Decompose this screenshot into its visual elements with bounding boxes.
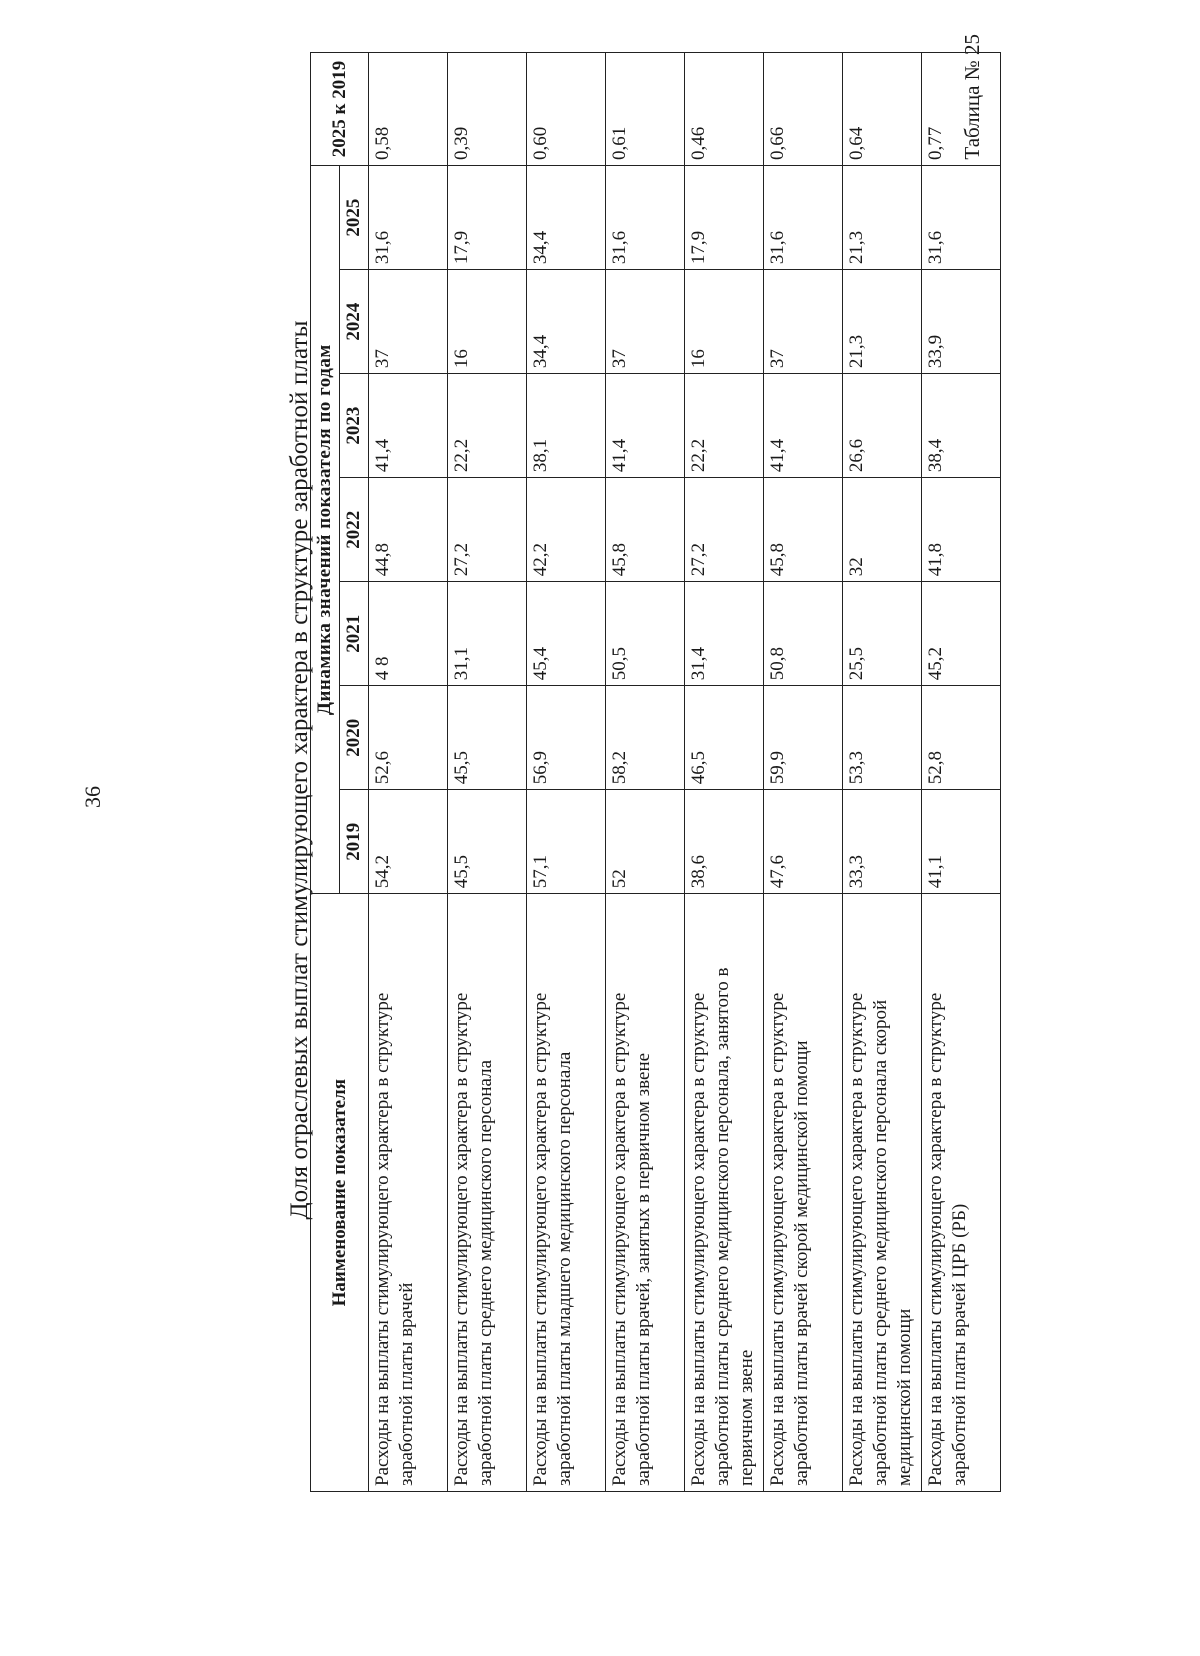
table-row	[369, 53, 448, 1492]
value-cell: 22,2	[685, 374, 764, 478]
row-name: Расходы на выплаты стимулирующего характера в структуре заработной платы врачей ЦРБ (РБ)	[922, 894, 1001, 1492]
value-cell: 38,1	[527, 374, 606, 478]
value-cell: 31,6	[922, 166, 1001, 270]
ratio-cell: 0,39	[448, 53, 527, 166]
header-year: 2022	[340, 478, 369, 582]
value-cell: 52,8	[922, 686, 1001, 790]
value-cell: 47,6	[764, 790, 843, 894]
value-cell: 54,2	[369, 790, 448, 894]
value-cell: 26,6	[843, 374, 922, 478]
value-cell: 31,6	[764, 166, 843, 270]
table-row	[764, 53, 843, 1492]
row-name: Расходы на выплаты стимулирующего характера в структуре заработной платы врачей	[369, 894, 448, 1492]
value-cell: 41,4	[764, 374, 843, 478]
value-cell: 41,4	[369, 374, 448, 478]
value-cell: 34,4	[527, 166, 606, 270]
value-cell: 58,2	[606, 686, 685, 790]
value-cell: 45,5	[448, 790, 527, 894]
value-cell: 32	[843, 478, 922, 582]
value-cell: 59,9	[764, 686, 843, 790]
value-cell: 33,3	[843, 790, 922, 894]
table-row	[922, 53, 1001, 1492]
value-cell: 37	[369, 270, 448, 374]
rotated-page-content	[286, 30, 1026, 1510]
value-cell: 57,1	[527, 790, 606, 894]
value-cell: 38,6	[685, 790, 764, 894]
value-cell: 45,4	[527, 582, 606, 686]
value-cell: 37	[606, 270, 685, 374]
ratio-cell: 0,66	[764, 53, 843, 166]
row-name: Расходы на выплаты стимулирующего характера в структуре заработной платы врачей скорой медицинской помощи	[764, 894, 843, 1492]
header-year: 2024	[340, 270, 369, 374]
value-cell: 45,2	[922, 582, 1001, 686]
value-cell: 31,4	[685, 582, 764, 686]
value-cell: 34,4	[527, 270, 606, 374]
value-cell: 45,8	[764, 478, 843, 582]
value-cell: 41,4	[606, 374, 685, 478]
value-cell: 41,8	[922, 478, 1001, 582]
header-name: Наименование показателя	[311, 894, 369, 1492]
table-row	[843, 53, 922, 1492]
value-cell: 25,5	[843, 582, 922, 686]
value-cell: 31,6	[369, 166, 448, 270]
value-cell: 17,9	[448, 166, 527, 270]
value-cell: 42,2	[527, 478, 606, 582]
value-cell: 21,3	[843, 270, 922, 374]
row-name: Расходы на выплаты стимулирующего характера в структуре заработной платы врачей, занятых в первичном звене	[606, 894, 685, 1492]
value-cell: 21,3	[843, 166, 922, 270]
table-row	[685, 53, 764, 1492]
value-cell: 31,6	[606, 166, 685, 270]
value-cell: 44,8	[369, 478, 448, 582]
value-cell: 33,9	[922, 270, 1001, 374]
value-cell: 16	[685, 270, 764, 374]
value-cell: 37	[764, 270, 843, 374]
value-cell: 45,8	[606, 478, 685, 582]
data-table	[310, 52, 1001, 1492]
value-cell: 4 8	[369, 582, 448, 686]
row-name: Расходы на выплаты стимулирующего характера в структуре заработной платы среднего медицинского персонала скорой медицинской помощи	[843, 894, 922, 1492]
ratio-cell: 0,61	[606, 53, 685, 166]
value-cell: 38,4	[922, 374, 1001, 478]
value-cell: 56,9	[527, 686, 606, 790]
ratio-cell: 0,64	[843, 53, 922, 166]
value-cell: 52,6	[369, 686, 448, 790]
table-row	[448, 53, 527, 1492]
value-cell: 45,5	[448, 686, 527, 790]
header-dynamics: Динамика значений показателя по годам	[311, 166, 340, 894]
value-cell: 53,3	[843, 686, 922, 790]
ratio-cell: 0,77	[922, 53, 1001, 166]
header-year: 2021	[340, 582, 369, 686]
table-row	[527, 53, 606, 1492]
header-year: 2019	[340, 790, 369, 894]
header-year: 2023	[340, 374, 369, 478]
value-cell: 31,1	[448, 582, 527, 686]
value-cell: 41,1	[922, 790, 1001, 894]
value-cell: 16	[448, 270, 527, 374]
ratio-cell: 0,60	[527, 53, 606, 166]
table-label: Таблица № 25	[960, 34, 984, 160]
row-name: Расходы на выплаты стимулирующего характера в структуре заработной платы среднего медицинского персонала, занятого в первичном звене	[685, 894, 764, 1492]
value-cell: 27,2	[448, 478, 527, 582]
ratio-cell: 0,46	[685, 53, 764, 166]
value-cell: 50,8	[764, 582, 843, 686]
header-year: 2025	[340, 166, 369, 270]
value-cell: 50,5	[606, 582, 685, 686]
table-title: Доля отраслевых выплат стимулирующего характера в структуре заработной платы	[286, 320, 313, 1220]
value-cell: 46,5	[685, 686, 764, 790]
page-number: 36	[80, 786, 105, 808]
value-cell: 22,2	[448, 374, 527, 478]
ratio-cell: 0,58	[369, 53, 448, 166]
value-cell: 27,2	[685, 478, 764, 582]
value-cell: 52	[606, 790, 685, 894]
row-name: Расходы на выплаты стимулирующего характера в структуре заработной платы младшего медицинского персонала	[527, 894, 606, 1492]
table-row	[606, 53, 685, 1492]
header-ratio: 2025 к 2019	[311, 53, 369, 166]
header-year: 2020	[340, 686, 369, 790]
value-cell: 17,9	[685, 166, 764, 270]
row-name: Расходы на выплаты стимулирующего характера в структуре заработной платы среднего медицинского персонала	[448, 894, 527, 1492]
